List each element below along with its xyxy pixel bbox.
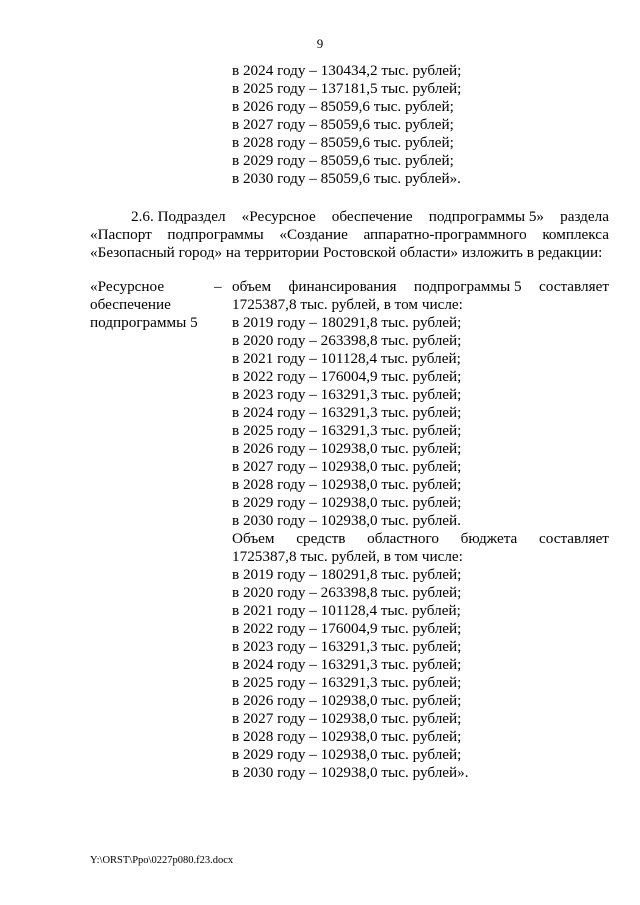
year-amount-line: в 2028 году – 85059,6 тыс. рублей; [232, 134, 454, 151]
section-heading-line-3: «Безопасный город» на территории Ростовской области» изложить в редакции: [90, 244, 603, 261]
year-amount-line: в 2022 году – 176004,9 тыс. рублей; [232, 620, 462, 637]
year-amount-line: в 2019 году – 180291,8 тыс. рублей; [232, 314, 462, 331]
budget-total-line: 1725387,8 тыс. рублей, в том числе: [232, 548, 463, 565]
year-amount-line: в 2025 году – 163291,3 тыс. рублей; [232, 674, 462, 691]
section-word: аппаратно-программного [363, 226, 527, 243]
budget-word: бюджета [460, 530, 518, 547]
section-word: подпрограммы 5» [428, 208, 545, 225]
year-amount-line: в 2028 году – 102938,0 тыс. рублей; [232, 728, 462, 745]
year-amount-line: в 2027 году – 102938,0 тыс. рублей; [232, 458, 462, 475]
year-amount-line: в 2025 году – 137181,5 тыс. рублей; [232, 80, 462, 97]
file-path-footer: Y:\ORST\Ppo\0227p080.f23.docx [90, 855, 234, 866]
funding-total-line: 1725387,8 тыс. рублей, в том числе: [232, 296, 463, 313]
section-word: 2.6. Подраздел [131, 208, 226, 225]
year-amount-line: в 2030 году – 102938,0 тыс. рублей». [232, 764, 469, 781]
section-heading-line-2 [90, 226, 609, 244]
passport-label-line: «Ресурсное [90, 278, 165, 295]
section-word: «Паспорт [90, 226, 152, 243]
passport-dash: – [214, 278, 222, 295]
section-word: обеспечение [331, 208, 413, 225]
year-amount-line: в 2019 году – 180291,8 тыс. рублей; [232, 566, 462, 583]
year-amount-line: в 2026 году – 85059,6 тыс. рублей; [232, 98, 454, 115]
year-amount-line: в 2030 году – 85059,6 тыс. рублей». [232, 170, 461, 187]
funding-word: объем [232, 278, 272, 295]
year-amount-line: в 2026 году – 102938,0 тыс. рублей; [232, 440, 462, 457]
year-amount-line: в 2025 году – 163291,3 тыс. рублей; [232, 422, 462, 439]
section-word: комплекса [542, 226, 609, 243]
passport-label-line: обеспечение [90, 296, 171, 313]
section-word: подпрограммы [167, 226, 264, 243]
budget-word: областного [367, 530, 439, 547]
year-amount-line: в 2028 году – 102938,0 тыс. рублей; [232, 476, 462, 493]
year-amount-line: в 2024 году – 163291,3 тыс. рублей; [232, 404, 462, 421]
year-amount-line: в 2027 году – 102938,0 тыс. рублей; [232, 710, 462, 727]
section-heading-line-1 [131, 208, 609, 226]
year-amount-line: в 2020 году – 263398,8 тыс. рублей; [232, 584, 462, 601]
section-word: раздела [560, 208, 609, 225]
year-amount-line: в 2020 году – 263398,8 тыс. рублей; [232, 332, 462, 349]
funding-volume-line [232, 278, 609, 296]
year-amount-line: в 2030 году – 102938,0 тыс. рублей. [232, 512, 461, 529]
budget-word: Объем [232, 530, 275, 547]
page-number: 9 [316, 36, 324, 51]
budget-word: составляет [539, 530, 609, 547]
year-amount-line: в 2021 году – 101128,4 тыс. рублей; [232, 350, 461, 367]
section-word: «Создание [279, 226, 348, 243]
year-amount-line: в 2023 году – 163291,3 тыс. рублей; [232, 638, 462, 655]
funding-word: финансирования [288, 278, 397, 295]
regional-budget-line [232, 530, 609, 548]
year-amount-line: в 2026 году – 102938,0 тыс. рублей; [232, 692, 462, 709]
year-amount-line: в 2027 году – 85059,6 тыс. рублей; [232, 116, 454, 133]
year-amount-line: в 2024 году – 163291,3 тыс. рублей; [232, 656, 462, 673]
year-amount-line: в 2024 году – 130434,2 тыс. рублей; [232, 62, 462, 79]
budget-word: средств [296, 530, 346, 547]
passport-label-line: подпрограммы 5 [90, 314, 198, 331]
year-amount-line: в 2023 году – 163291,3 тыс. рублей; [232, 386, 462, 403]
year-amount-line: в 2029 году – 102938,0 тыс. рублей; [232, 746, 462, 763]
year-amount-line: в 2029 году – 102938,0 тыс. рублей; [232, 494, 462, 511]
section-word: «Ресурсное [241, 208, 316, 225]
funding-word: подпрограммы 5 [413, 278, 522, 295]
year-amount-line: в 2021 году – 101128,4 тыс. рублей; [232, 602, 461, 619]
year-amount-line: в 2029 году – 85059,6 тыс. рублей; [232, 152, 454, 169]
year-amount-line: в 2022 году – 176004,9 тыс. рублей; [232, 368, 462, 385]
funding-word: составляет [539, 278, 609, 295]
